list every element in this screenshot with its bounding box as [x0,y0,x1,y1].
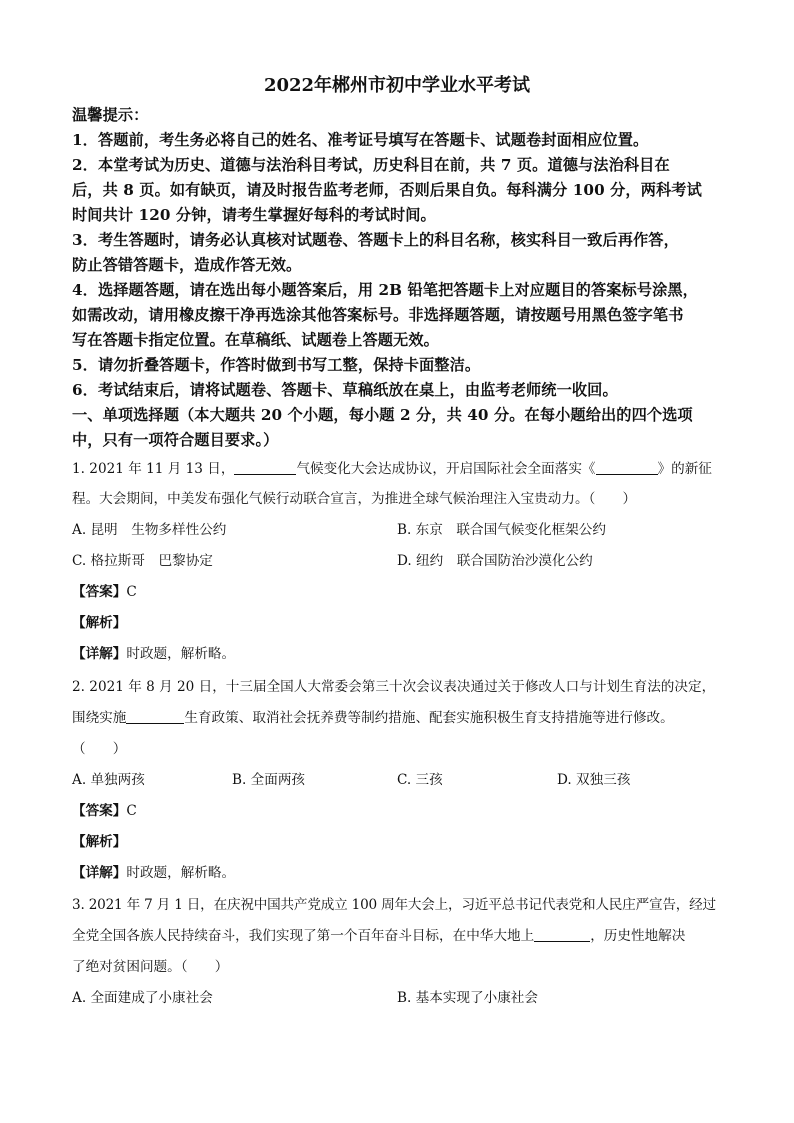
tip-line: 防止答错答题卡，造成作答无效。 [72,256,302,274]
question-2-stem-cont: 围绕实施 生育政策、取消社会抚养费等制约措施、配套实施积极生育支持措施等进行修改。 [72,710,674,726]
answer-blank [534,927,590,942]
question-1-option-d: D. 纽约 联合国防治沙漠化公约 [397,553,593,569]
section-heading: 一、单项选择题（本大题共 20 个小题，每小题 2 分，共 40 分。在每小题给出的四个选项 [72,406,693,424]
question-3-option-b: B. 基本实现了小康社会 [397,990,538,1006]
question-1-option-b: B. 东京 联合国气候变化框架公约 [397,522,606,538]
question-2-option-a: A. 单独两孩 [72,772,145,788]
answer-blank [126,709,184,724]
question-3-stem-end: 了绝对贫困问题。（ ） [72,959,229,975]
answer-blank [234,460,296,475]
answer-blank [596,460,658,475]
question-2-bracket: （ ） [72,741,127,757]
page-title: 2022年郴州市初中学业水平考试 [263,75,531,96]
section-heading-cont: 中，只有一项符合题目要求。） [72,431,279,449]
question-2-option-d: D. 双独三孩 [557,772,631,788]
question-2-detail: 【详解】时政题，解析略。 [72,865,236,881]
question-1-option-c: C. 格拉斯哥 巴黎协定 [72,553,213,569]
question-1-analysis-label: 【解析】 [72,615,127,631]
tip-line: 后，共 8 页。如有缺页，请及时报告监考老师，否则后果自负。每科满分 100 分，两科考试 [72,181,702,199]
question-1-detail: 【详解】时政题，解析略。 [72,646,236,662]
question-1-stem: 1. 2021 年 11 月 13 日， 气候变化大会达成协议，开启国际社会全面落实《 》的新征 [72,461,712,477]
question-3-stem-cont: 全党全国各族人民持续奋斗，我们实现了第一个百年奋斗目标，在中华大地上 ，历史性地解决 [72,928,686,944]
question-2-answer: 【答案】C [72,803,137,819]
tip-line: 6．考试结束后，请将试题卷、答题卡、草稿纸放在桌上，由监考老师统一收回。 [72,381,618,399]
question-3-option-a: A. 全面建成了小康社会 [72,990,213,1006]
question-2-option-b: B. 全面两孩 [232,772,306,788]
tip-line: 如需改动，请用橡皮擦干净再选涂其他答案标号。非选择题答题，请按题号用黑色签字笔书 [72,306,684,324]
question-3-stem: 3. 2021 年 7 月 1 日，在庆祝中国共产党成立 100 周年大会上，习近平总书记代表党和人民庄严宣告，经过 [72,897,716,913]
tip-line: 2．本堂考试为历史、道德与法治科目考试，历史科目在前，共 7 页。道德与法治科目在 [72,156,670,174]
tips-heading: 温馨提示： [72,106,149,124]
tip-line: 4．选择题答题，请在选出每小题答案后，用 2B 铅笔把答题卡上对应题目的答案标号涂黑， [72,281,698,299]
tip-line: 写在答题卡指定位置。在草稿纸、试题卷上答题无效。 [72,331,439,349]
question-1-stem-cont: 程。大会期间，中美发布强化气候行动联合宣言，为推进全球气候治理注入宝贵动力。（ ） [72,491,637,507]
question-2-stem: 2. 2021 年 8 月 20 日，十三届全国人大常委会第三十次会议表决通过关于修改人口与计划生育法的决定， [72,679,716,695]
tip-line: 1．答题前，考生务必将自己的姓名、准考证号填写在答题卡、试题卷封面相应位置。 [72,131,649,149]
question-1-answer: 【答案】C [72,584,137,600]
question-1-option-a: A. 昆明 生物多样性公约 [72,522,227,538]
question-2-option-c: C. 三孩 [397,772,443,788]
question-2-analysis-label: 【解析】 [72,834,127,850]
tip-line: 5．请勿折叠答题卡，作答时做到书写工整，保持卡面整洁。 [72,356,481,374]
tip-line: 3．考生答题时，请务必认真核对试题卷、答题卡上的科目名称，核实科目一致后再作答， [72,231,679,249]
tip-line: 时间共计 120 分钟，请考生掌握好每科的考试时间。 [72,206,436,224]
